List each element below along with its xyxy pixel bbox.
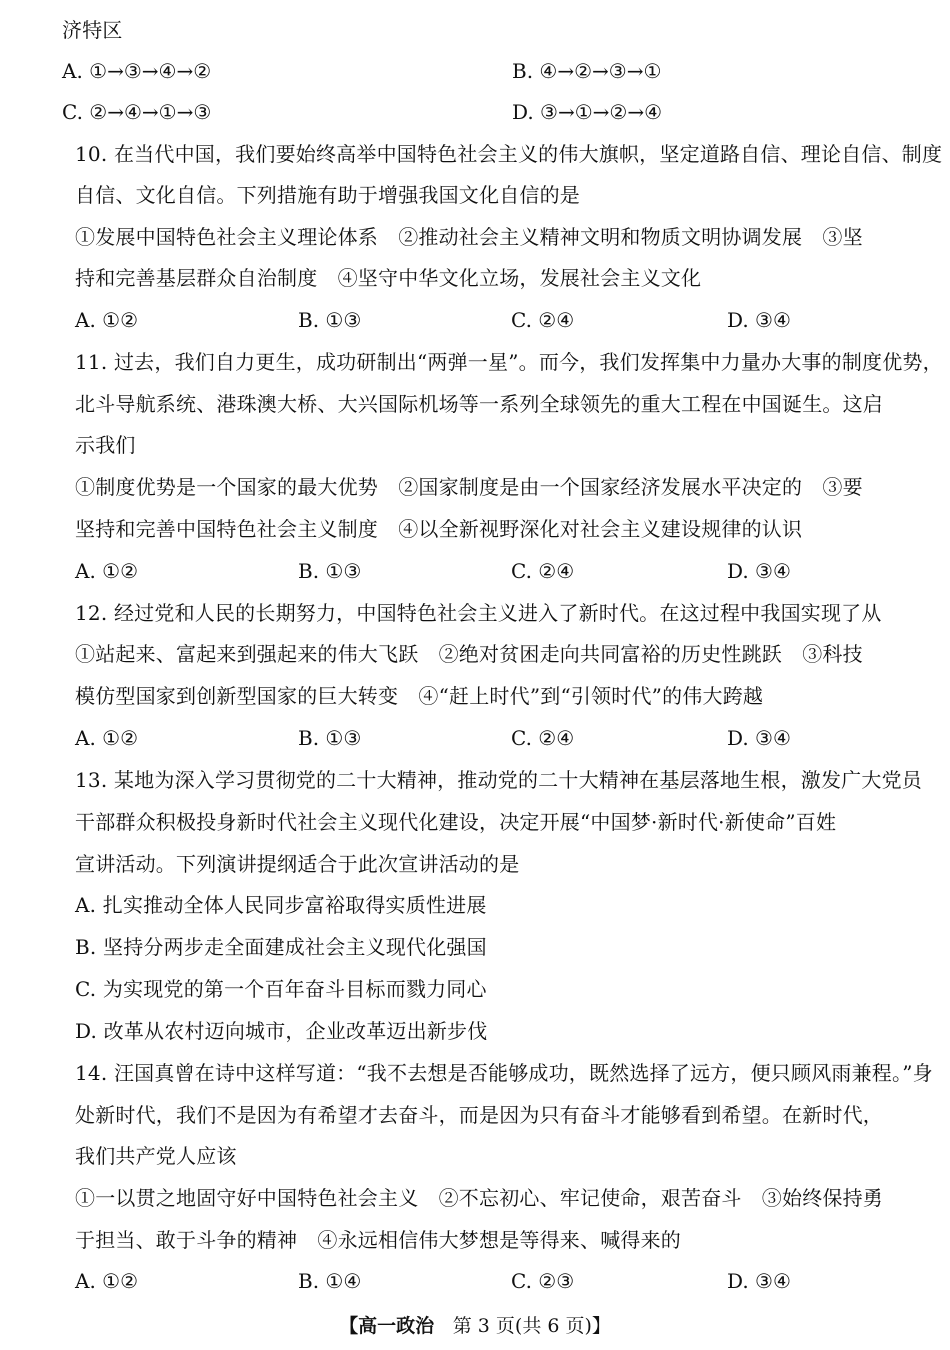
q13-stem-line-3: 宣讲活动。下列演讲提纲适合于此次宣讲活动的是: [75, 852, 520, 876]
q10-option-d: D. ③④: [727, 308, 791, 332]
q12-statement-line-1: ①站起来、富起来到强起来的伟大飞跃 ②绝对贫困走向共同富裕的历史性跳跃 ③科技: [75, 642, 863, 666]
q11-stem-line-1: 11. 过去，我们自力更生，成功研制出“两弹一星”。而今，我们发挥集中力量办大事的制度优势，: [75, 350, 943, 374]
q13-stem-line-2: 干部群众积极投身新时代社会主义现代化建设，决定开展“中国梦·新时代·新使命”百姓: [75, 810, 837, 834]
page-footer: [0, 1312, 950, 1340]
q13-option-a: A. 扎实推动全体人民同步富裕取得实质性进展: [75, 893, 487, 917]
q14-stem-line-2: 处新时代，我们不是因为有希望才去奋斗，而是因为只有奋斗才能够看到希望。在新时代，: [75, 1103, 883, 1127]
q9-option-b: B. ④→②→③→①: [512, 59, 662, 83]
footer-page-number: 第 3 页(共 6 页)】: [452, 1315, 611, 1337]
q11-option-b: B. ①③: [298, 559, 362, 583]
q14-option-c: C. ②③: [511, 1269, 575, 1293]
q10-option-c: C. ②④: [511, 308, 575, 332]
q11-option-a: A. ①②: [75, 559, 139, 583]
q14-option-a: A. ①②: [75, 1269, 139, 1293]
footer-subject: 【高一政治: [339, 1315, 435, 1337]
q13-option-b: B. 坚持分两步走全面建成社会主义现代化强国: [75, 935, 487, 959]
q10-option-b: B. ①③: [298, 308, 362, 332]
q14-statement-line-1: ①一以贯之地固守好中国特色社会主义 ②不忘初心、牢记使命，艰苦奋斗 ③始终保持勇: [75, 1186, 883, 1210]
q9-option-d: D. ③→①→②→④: [512, 100, 663, 124]
q11-statement-line-2: 坚持和完善中国特色社会主义制度 ④以全新视野深化对社会主义建设规律的认识: [75, 517, 803, 541]
q13-stem-line-1: 13. 某地为深入学习贯彻党的二十大精神，推动党的二十大精神在基层落地生根，激发广大党员: [75, 768, 922, 792]
q14-stem-line-3: 我们共产党人应该: [75, 1144, 237, 1168]
q11-option-c: C. ②④: [511, 559, 575, 583]
q13-option-c: C. 为实现党的第一个百年奋斗目标而戮力同心: [75, 977, 487, 1001]
q9-option-a: A. ①→③→④→②: [62, 59, 212, 83]
q10-stem-line-1: 10. 在当代中国，我们要始终高举中国特色社会主义的伟大旗帜，坚定道路自信、理论自信、制度: [75, 142, 943, 166]
q9-option-c: C. ②→④→①→③: [62, 100, 212, 124]
q10-option-a: A. ①②: [75, 308, 139, 332]
q11-statement-line-1: ①制度优势是一个国家的最大优势 ②国家制度是由一个国家经济发展水平决定的 ③要: [75, 475, 863, 499]
q11-option-d: D. ③④: [727, 559, 791, 583]
q14-option-b: B. ①④: [298, 1269, 362, 1293]
q10-stem-line-2: 自信、文化自信。下列措施有助于增强我国文化自信的是: [75, 183, 580, 207]
q12-option-b: B. ①③: [298, 726, 362, 750]
q13-option-d: D. 改革从农村迈向城市，企业改革迈出新步伐: [75, 1019, 488, 1043]
q12-stem-line-1: 12. 经过党和人民的长期努力，中国特色社会主义进入了新时代。在这过程中我国实现了从: [75, 601, 882, 625]
q11-stem-line-3: 示我们: [75, 433, 136, 457]
q10-statement-line-1: ①发展中国特色社会主义理论体系 ②推动社会主义精神文明和物质文明协调发展 ③坚: [75, 225, 863, 249]
q9-tail: 济特区: [62, 18, 123, 42]
q11-stem-line-2: 北斗导航系统、港珠澳大桥、大兴国际机场等一系列全球领先的重大工程在中国诞生。这启: [75, 392, 883, 416]
q10-statement-line-2: 持和完善基层群众自治制度 ④坚守中华文化立场，发展社会主义文化: [75, 266, 702, 290]
q12-statement-line-2: 模仿型国家到创新型国家的巨大转变 ④“赶上时代”到“引领时代”的伟大跨越: [75, 684, 764, 708]
q12-option-d: D. ③④: [727, 726, 791, 750]
q12-option-c: C. ②④: [511, 726, 575, 750]
q14-stem-line-1: 14. 汪国真曾在诗中这样写道：“我不去想是否能够成功，既然选择了远方，便只顾风雨兼程。”身: [75, 1061, 933, 1085]
q14-option-d: D. ③④: [727, 1269, 791, 1293]
q14-statement-line-2: 于担当、敢于斗争的精神 ④永远相信伟大梦想是等得来、喊得来的: [75, 1228, 681, 1252]
q12-option-a: A. ①②: [75, 726, 139, 750]
